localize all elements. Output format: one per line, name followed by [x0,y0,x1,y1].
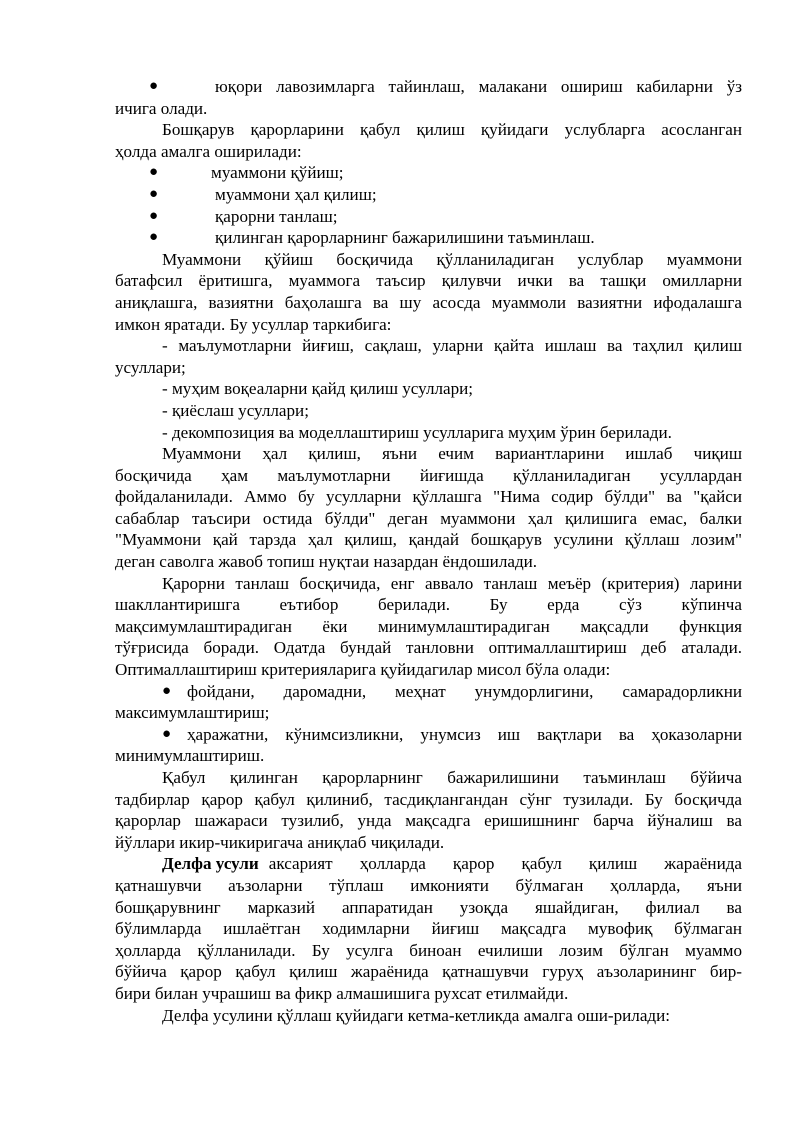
text-line: Бошқарув қарорларини қабул қилиш қуйидаги услубларга асосланган [162,120,742,140]
text-line: максимумлаштириш; [115,703,270,723]
text-line: юқори лавозимларга тайинлаш, малакани ошириш кабиларни ўз [215,77,742,96]
text-line: муаммони ҳал қилиш; [215,184,377,204]
list-item [115,227,742,249]
text-line: аксарият ҳолларда қарор қабул қилиш жараёнида [268,854,742,874]
list-item [115,681,742,703]
text-line: имкон яратади. Бу усуллар таркибига: [115,314,392,334]
text-line: фойдаланилади. Аммо бу усулларни қўллашга "Нима содир бўлди" ва "қайси [115,487,742,507]
text-line: Оптималлаштириш критерияларига қуйидагилар мисол бўла олади: [115,660,611,680]
text-line: мақсимумлаштирадиган ёки минимумлаштирадиган мақсадли функция [115,616,742,636]
text-line: фойдани, даромадни, меҳнат унумдорлигини, самарадорликни [187,681,742,701]
text-line: минимумлаштириш. [115,746,265,766]
text-line: бўйича қарор қабул қилиш жараёнида қатнашувчи гуруҳ аъзоларининг бир- [115,962,742,982]
text-line: - муҳим воқеаларни қайд қилиш усуллари; [162,379,474,399]
text-line: Қарорни танлаш босқичида, енг аввало танлаш меъёр (критерия) ларини [162,573,742,593]
text-line: муаммони қўйиш; [211,163,344,183]
bullet-icon: ● [149,207,159,224]
text-line: тадбирлар қарор қабул қилиниб, тасдиқлангандан сўнг тузилади. Бу босқичда [115,789,742,809]
bullet-icon: ● [162,682,172,699]
text-line: Қабул қилинган қарорларнинг бажарилишини таъминлаш бўйича [162,768,742,787]
text-line: Муаммони ҳал қилиш, яъни ечим вариантларини ишлаб чиқиш [162,444,742,464]
text-line: босқичида ҳам маълумотларни йиғишда қўлланиладиган усуллардан [115,465,742,485]
text-line: йўллари икир-чикиригача аниқлаб чиқилади. [115,832,445,852]
text-line: қарорлар шажараси тузилиб, унда мақсадга еришишнинг барча йўналиш ва [115,811,742,831]
list-item [115,206,742,228]
bullet-icon: ● [149,185,159,202]
document-page [115,76,742,1026]
text-line: ҳолда амалга оширилади: [115,141,302,161]
bullet-icon: ● [162,725,172,742]
list-item [115,162,742,184]
bullet-icon: ● [149,229,159,246]
text-line: ҳаражатни, кўнимсизликни, унумсиз иш вақтлари ва ҳоказоларни [187,724,742,744]
bullet-icon: ● [149,164,159,181]
list-item [115,184,742,206]
text-line: Делфа усулини қўллаш қуйидаги кетма-кетликда амалга оши-рилади: [162,1005,671,1025]
text-line: ичига олади. [115,98,208,118]
text-line: қарорни танлаш; [215,206,338,226]
text-line: бири билан учрашиш ва фикр алмашишига рухсат етилмайди. [115,983,569,1003]
text-line: - қиёслаш усуллари; [162,400,309,420]
text-line: батафсил ёритишга, муаммога таъсир қилувчи ички ва ташқи омилларни [115,271,742,291]
text-line: бошқарувнинг марказий аппаратидан узоқда яшайдиган, филиал ва [115,897,742,917]
text-line: усуллари; [115,357,186,377]
text-line: аниқлашга, вазиятни баҳолашга ва шу асосда муаммоли вазиятни ифодалашга [115,292,742,312]
delfa-heading: Делфа усули [162,854,259,874]
text-line: ҳолларда қўлланилади. Бу усулга биноан ечилиши лозим бўлган муаммо [115,940,742,960]
text-line: - декомпозиция ва моделлаштириш усулларига муҳим ўрин берилади. [162,422,672,442]
text-line: сабаблар таъсири остида бўлди" деган муаммони ҳал қилишига емас, балки [115,508,742,528]
text-line: қилинган қарорларнинг бажарилишини таъминлаш. [215,228,595,248]
list-item [115,76,742,98]
list-item [115,724,742,746]
delfa-paragraph-first-line [115,853,742,875]
text-line: тўғрисида боради. Одатда бундай танловни оптималлаштириш деб аталади. [115,638,742,658]
text-line: деган саволга жавоб топиш нуқтаи назардан ёндошилади. [115,552,538,572]
text-line: бўлимларда ишлаётган ходимларни йиғиш мақсадга мувофиқ бўлмаган [115,919,742,939]
text-line: Муаммони қўйиш босқичида қўлланиладиган услублар муаммони [162,249,742,269]
text-line: қатнашувчи аъзоларни тўплаш имконияти бўлмаган ҳолларда, яъни [115,875,742,895]
text-line: "Муаммони қай тарзда ҳал қилиш, қандай бошқарув усулини қўллаш лозим" [115,530,742,550]
bullet-icon: ● [149,78,159,94]
text-line: - маълумотларни йиғиш, сақлаш, уларни қайта ишлаш ва таҳлил қилиш [162,336,742,356]
text-line: шакллантиришга еътибор берилади. Бу ерда сўз кўпинча [115,595,742,615]
